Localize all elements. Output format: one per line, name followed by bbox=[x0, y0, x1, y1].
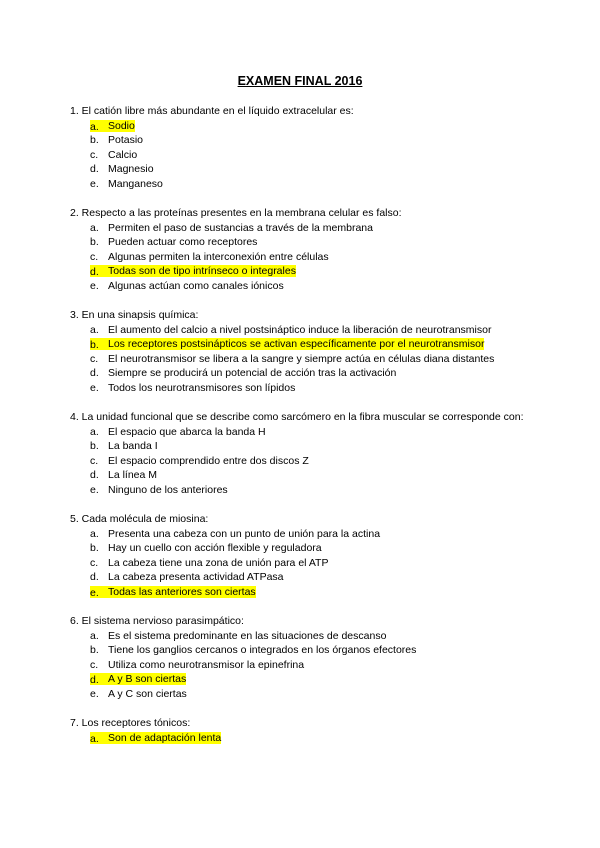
answer-option bbox=[70, 323, 540, 338]
answer-option bbox=[70, 177, 540, 192]
option-letter: d. bbox=[90, 163, 99, 175]
option-letter: d. bbox=[90, 367, 99, 379]
option-text: Sodio bbox=[108, 119, 135, 132]
option-letter: d. bbox=[90, 469, 99, 481]
option-letter: d. bbox=[90, 674, 99, 686]
option-list bbox=[70, 629, 540, 702]
answer-option bbox=[70, 658, 540, 673]
answer-option-highlighted bbox=[70, 337, 540, 352]
option-letter: c. bbox=[90, 352, 99, 365]
option-letter: e. bbox=[90, 381, 99, 394]
option-text: Presenta una cabeza con un punto de unión para la actina bbox=[108, 527, 381, 540]
option-letter: d. bbox=[90, 266, 99, 278]
option-text: Calcio bbox=[108, 148, 138, 161]
option-letter: e. bbox=[90, 586, 99, 599]
option-text: Algunas permiten la interconexión entre células bbox=[108, 250, 329, 263]
answer-option bbox=[70, 643, 540, 658]
answer-option bbox=[70, 366, 540, 381]
answer-option bbox=[70, 148, 540, 163]
option-text: El espacio que abarca la banda H bbox=[108, 425, 266, 438]
question-5 bbox=[70, 512, 540, 599]
answer-option bbox=[70, 279, 540, 294]
question-7 bbox=[70, 716, 540, 745]
option-text: La línea M bbox=[108, 469, 158, 481]
option-letter: a. bbox=[90, 629, 99, 642]
answer-option bbox=[70, 468, 540, 483]
option-letter: a. bbox=[90, 221, 99, 234]
option-letter: b. bbox=[90, 644, 99, 656]
option-text: El espacio comprendido entre dos discos Z bbox=[108, 454, 309, 467]
option-list bbox=[70, 221, 540, 294]
answer-option bbox=[70, 629, 540, 644]
option-text: Ninguno de los anteriores bbox=[108, 483, 228, 496]
option-letter: d. bbox=[90, 571, 99, 583]
question-list bbox=[70, 104, 540, 760]
answer-option bbox=[70, 541, 540, 556]
answer-option-highlighted bbox=[70, 585, 540, 600]
option-content bbox=[90, 120, 135, 132]
option-letter: c. bbox=[90, 658, 99, 671]
option-text: Todas las anteriores son ciertas bbox=[108, 585, 256, 598]
option-text: Magnesio bbox=[108, 163, 154, 175]
option-text: Hay un cuello con acción flexible y reguladora bbox=[108, 542, 322, 554]
question-3 bbox=[70, 308, 540, 395]
option-text: A y B son ciertas bbox=[108, 673, 187, 685]
option-letter: a. bbox=[90, 425, 99, 438]
option-letter: b. bbox=[90, 440, 99, 452]
answer-option-highlighted bbox=[70, 264, 540, 279]
option-text: Potasio bbox=[108, 134, 144, 146]
option-letter: c. bbox=[90, 148, 99, 161]
option-list bbox=[70, 527, 540, 600]
option-letter: b. bbox=[90, 542, 99, 554]
question-text: 7. Los receptores tónicos: bbox=[70, 717, 191, 729]
option-content bbox=[90, 338, 484, 350]
option-letter: a. bbox=[90, 527, 99, 540]
answer-option bbox=[70, 556, 540, 571]
option-letter: b. bbox=[90, 134, 99, 146]
answer-option bbox=[70, 235, 540, 250]
answer-option bbox=[70, 425, 540, 440]
option-text: Son de adaptación lenta bbox=[108, 731, 222, 744]
option-list bbox=[70, 119, 540, 192]
option-text: Todos los neurotransmisores son lípidos bbox=[108, 381, 296, 394]
option-text: Los receptores postsinápticos se activan específicamente por el neurotransmisor bbox=[108, 338, 485, 350]
answer-option bbox=[70, 352, 540, 367]
option-text: Manganeso bbox=[108, 177, 163, 190]
question-2 bbox=[70, 206, 540, 293]
option-content bbox=[90, 586, 256, 598]
option-list bbox=[70, 425, 540, 498]
option-letter: c. bbox=[90, 454, 99, 467]
option-letter: e. bbox=[90, 687, 99, 700]
option-text: La banda I bbox=[108, 440, 158, 452]
option-letter: b. bbox=[90, 339, 99, 351]
option-text: La cabeza presenta actividad ATPasa bbox=[108, 571, 284, 583]
option-text: Utiliza como neurotransmisor la epinefrina bbox=[108, 658, 305, 671]
answer-option bbox=[70, 250, 540, 265]
answer-option bbox=[70, 133, 540, 148]
answer-option bbox=[70, 162, 540, 177]
answer-option bbox=[70, 483, 540, 498]
answer-option bbox=[70, 381, 540, 396]
answer-option bbox=[70, 570, 540, 585]
option-text: El aumento del calcio a nivel postsináptico induce la liberación de neurotransmisor bbox=[108, 323, 492, 336]
answer-option-highlighted bbox=[70, 119, 540, 134]
question-text: 4. La unidad funcional que se describe como sarcómero en la fibra muscular se corresponde con: bbox=[70, 411, 524, 423]
option-text: Todas son de tipo intrínseco o integrales bbox=[108, 265, 296, 277]
option-text: Permiten el paso de sustancias a través de la membrana bbox=[108, 221, 373, 234]
option-letter: e. bbox=[90, 279, 99, 292]
question-text: 2. Respecto a las proteínas presentes en la membrana celular es falso: bbox=[70, 207, 402, 219]
option-text: Algunas actúan como canales iónicos bbox=[108, 279, 284, 292]
option-letter: a. bbox=[90, 120, 99, 133]
answer-option bbox=[70, 527, 540, 542]
answer-option-highlighted bbox=[70, 672, 540, 687]
option-text: Tiene los ganglios cercanos o integrados en los órganos efectores bbox=[108, 644, 417, 656]
option-text: El neurotransmisor se libera a la sangre y siempre actúa en células diana distantes bbox=[108, 352, 495, 365]
option-content bbox=[90, 732, 221, 744]
answer-option bbox=[70, 439, 540, 454]
option-letter: c. bbox=[90, 250, 99, 263]
option-text: Siempre se producirá un potencial de acción tras la activación bbox=[108, 367, 397, 379]
question-6 bbox=[70, 614, 540, 701]
question-4 bbox=[70, 410, 540, 497]
question-text: 3. En una sinapsis química: bbox=[70, 309, 199, 321]
question-text: 1. El catión libre más abundante en el líquido extracelular es: bbox=[70, 105, 354, 117]
option-text: La cabeza tiene una zona de unión para el ATP bbox=[108, 556, 329, 569]
option-letter: a. bbox=[90, 732, 99, 745]
exam-title: EXAMEN FINAL 2016 bbox=[237, 74, 363, 88]
option-content bbox=[90, 265, 296, 277]
answer-option bbox=[70, 454, 540, 469]
question-text: 5. Cada molécula de miosina: bbox=[70, 513, 209, 525]
option-list bbox=[70, 731, 540, 746]
option-text: Pueden actuar como receptores bbox=[108, 236, 258, 248]
option-list bbox=[70, 323, 540, 396]
question-1 bbox=[70, 104, 540, 191]
answer-option bbox=[70, 687, 540, 702]
option-letter: e. bbox=[90, 483, 99, 496]
option-text: Es el sistema predominante en las situaciones de descanso bbox=[108, 629, 387, 642]
option-content bbox=[90, 673, 186, 685]
question-text: 6. El sistema nervioso parasimpático: bbox=[70, 615, 244, 627]
option-text: A y C son ciertas bbox=[108, 687, 187, 700]
option-letter: b. bbox=[90, 236, 99, 248]
answer-option-highlighted bbox=[70, 731, 540, 746]
option-letter: c. bbox=[90, 556, 99, 569]
option-letter: e. bbox=[90, 177, 99, 190]
option-letter: a. bbox=[90, 323, 99, 336]
answer-option bbox=[70, 221, 540, 236]
